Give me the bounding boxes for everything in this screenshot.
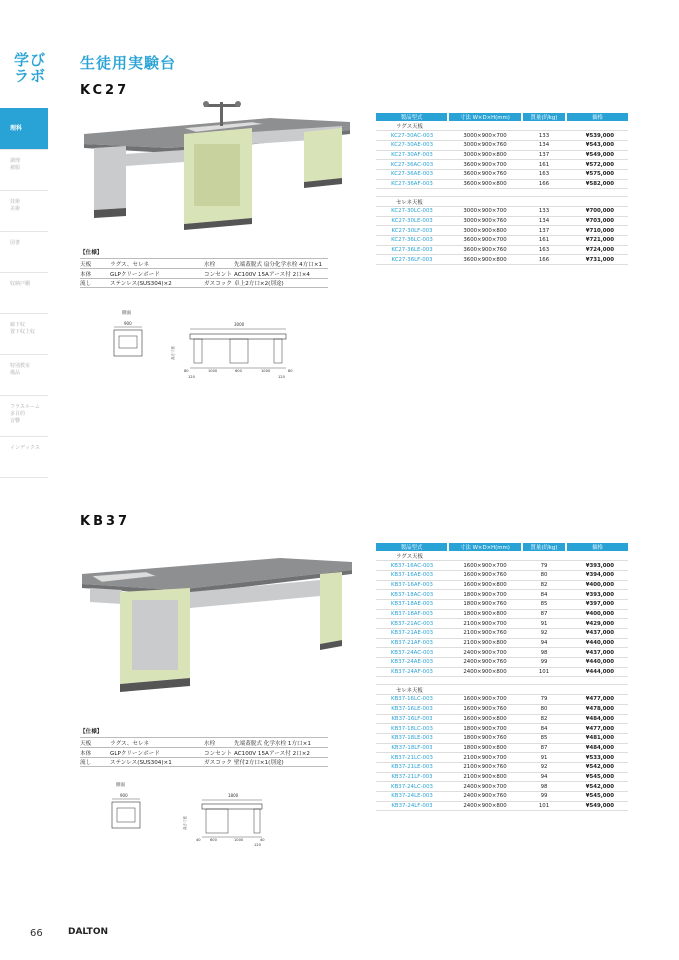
weight: 163 bbox=[522, 169, 566, 179]
svg-text:600: 600 bbox=[210, 838, 217, 842]
price: ¥440,000 bbox=[566, 658, 628, 668]
price: ¥549,000 bbox=[566, 801, 628, 811]
product-code: KC27-36LF-003 bbox=[376, 255, 448, 265]
dimensions: 1800×900×800 bbox=[448, 609, 522, 619]
weight: 80 bbox=[522, 704, 566, 714]
product-code: KB37-21AC-003 bbox=[376, 619, 448, 629]
weight: 166 bbox=[522, 179, 566, 189]
product-code: KB37-18LE-003 bbox=[376, 733, 448, 743]
product-code: KC27-36LC-003 bbox=[376, 236, 448, 246]
table-row bbox=[376, 638, 628, 648]
table-row bbox=[376, 658, 628, 668]
price: ¥481,000 bbox=[566, 733, 628, 743]
weight: 82 bbox=[522, 714, 566, 724]
weight: 166 bbox=[522, 255, 566, 265]
price: ¥542,000 bbox=[566, 762, 628, 772]
dimensions: 1600×900×700 bbox=[448, 561, 522, 571]
table-row bbox=[376, 629, 628, 639]
kc27-front-view bbox=[190, 334, 286, 339]
product-code: KB37-16AE-003 bbox=[376, 570, 448, 580]
sidebar-brand: 学び ラボ bbox=[14, 51, 47, 85]
table-row bbox=[376, 801, 628, 811]
table-row bbox=[376, 753, 628, 763]
weight: 133 bbox=[522, 207, 566, 217]
dimensions: 2400×900×700 bbox=[448, 782, 522, 792]
table-row bbox=[376, 570, 628, 580]
dimensions: 3600×900×800 bbox=[448, 179, 522, 189]
weight: 98 bbox=[522, 782, 566, 792]
dimensions: 3600×900×700 bbox=[448, 160, 522, 170]
product-code: KB37-16LE-003 bbox=[376, 704, 448, 714]
table-row bbox=[376, 216, 628, 226]
table-row bbox=[376, 714, 628, 724]
weight: 101 bbox=[522, 801, 566, 811]
weight: 161 bbox=[522, 236, 566, 246]
page-number: 66 bbox=[30, 928, 43, 939]
kc27-left-leg bbox=[94, 146, 126, 210]
price: ¥582,000 bbox=[566, 179, 628, 189]
svg-text:3000: 3000 bbox=[234, 322, 245, 327]
weight: 91 bbox=[522, 619, 566, 629]
product-code: KC27-30LF-003 bbox=[376, 226, 448, 236]
spec-row: 天板 ラグス、セレネ 水栓 先端蓋脱式 化学水栓 1方口×1 bbox=[80, 737, 328, 747]
sidebar-item-index[interactable]: インデックス bbox=[0, 437, 48, 478]
svg-text:120: 120 bbox=[254, 843, 261, 847]
dimensions: 2100×900×800 bbox=[448, 772, 522, 782]
weight: 133 bbox=[522, 131, 566, 141]
weight: 87 bbox=[522, 743, 566, 753]
kc27-price-table bbox=[376, 113, 628, 265]
svg-text:600: 600 bbox=[235, 369, 242, 373]
col-header-price: 価格 bbox=[566, 113, 628, 121]
price: ¥478,000 bbox=[566, 704, 628, 714]
table-row bbox=[376, 131, 628, 141]
weight: 94 bbox=[522, 772, 566, 782]
table-row bbox=[376, 160, 628, 170]
weight: 92 bbox=[522, 762, 566, 772]
svg-text:1000: 1000 bbox=[234, 838, 244, 842]
svg-text:120: 120 bbox=[278, 375, 285, 379]
price: ¥721,000 bbox=[566, 236, 628, 246]
dimensions: 1600×900×700 bbox=[448, 695, 522, 705]
dimensions: 3600×900×760 bbox=[448, 169, 522, 179]
table-row bbox=[376, 255, 628, 265]
model-title-kb37: KB37 bbox=[80, 514, 131, 529]
kc27-product-image bbox=[80, 98, 362, 228]
price: ¥575,000 bbox=[566, 169, 628, 179]
product-code: KC27-30AE-003 bbox=[376, 140, 448, 150]
col-header-price: 価格 bbox=[566, 543, 628, 551]
group-label: ラグス天板 bbox=[376, 121, 448, 131]
price: ¥484,000 bbox=[566, 743, 628, 753]
svg-text:900: 900 bbox=[124, 321, 132, 326]
col-header-dim: 寸法 W×D×H(mm) bbox=[448, 543, 522, 551]
weight: 80 bbox=[522, 570, 566, 580]
dimensions: 3000×900×700 bbox=[448, 207, 522, 217]
price: ¥393,000 bbox=[566, 561, 628, 571]
product-code: KC27-36AC-003 bbox=[376, 160, 448, 170]
product-code: KC27-30LE-003 bbox=[376, 216, 448, 226]
price: ¥393,000 bbox=[566, 590, 628, 600]
price: ¥533,000 bbox=[566, 753, 628, 763]
price: ¥545,000 bbox=[566, 792, 628, 802]
kb37-cabinet-door bbox=[132, 600, 178, 670]
weight: 161 bbox=[522, 160, 566, 170]
col-header-dim: 寸法 W×D×H(mm) bbox=[448, 113, 522, 121]
dimensions: 3000×900×800 bbox=[448, 150, 522, 160]
svg-text:120: 120 bbox=[188, 375, 195, 379]
product-code: KB37-18AF-003 bbox=[376, 609, 448, 619]
product-code: KB37-21AE-003 bbox=[376, 629, 448, 639]
price: ¥700,000 bbox=[566, 207, 628, 217]
price: ¥437,000 bbox=[566, 648, 628, 658]
dimensions: 2400×900×700 bbox=[448, 648, 522, 658]
price: ¥539,000 bbox=[566, 131, 628, 141]
table-group-row bbox=[376, 121, 628, 131]
price: ¥429,000 bbox=[566, 619, 628, 629]
svg-text:80: 80 bbox=[288, 369, 293, 373]
kb37-product-image bbox=[80, 544, 362, 694]
table-row bbox=[376, 561, 628, 571]
price: ¥549,000 bbox=[566, 150, 628, 160]
dimensions: 3600×900×760 bbox=[448, 245, 522, 255]
kc27-side-label: 側面 bbox=[122, 311, 131, 316]
product-code: KC27-36AE-003 bbox=[376, 169, 448, 179]
table-row bbox=[376, 245, 628, 255]
table-row bbox=[376, 599, 628, 609]
dimensions: 3000×900×760 bbox=[448, 216, 522, 226]
table-spacer bbox=[376, 189, 628, 197]
kb37-side-label: 側面 bbox=[116, 783, 125, 788]
dimensions: 1800×900×700 bbox=[448, 724, 522, 734]
weight: 85 bbox=[522, 733, 566, 743]
table-row bbox=[376, 648, 628, 658]
product-code: KC27-36LE-003 bbox=[376, 245, 448, 255]
kc27-spec-title: 【仕様】 bbox=[80, 250, 103, 256]
table-row bbox=[376, 667, 628, 677]
product-code: KB37-21AF-003 bbox=[376, 638, 448, 648]
sidebar-item-storage[interactable]: 収納戸棚 bbox=[0, 273, 48, 314]
col-header-weight: 質量(約kg) bbox=[522, 113, 566, 121]
table-row bbox=[376, 733, 628, 743]
kb37-price-table bbox=[376, 543, 628, 811]
dimensions: 2100×900×700 bbox=[448, 753, 522, 763]
sidebar-item-hallway[interactable]: 廊下収 置下収上収 bbox=[0, 314, 48, 355]
kc27-cabinet-door bbox=[194, 144, 240, 206]
price: ¥724,000 bbox=[566, 245, 628, 255]
sidebar-item-cooking[interactable]: 調理 被服 bbox=[0, 150, 48, 191]
dimensions: 3600×900×700 bbox=[448, 236, 522, 246]
model-title-kc27: KC27 bbox=[80, 83, 130, 98]
kc27-side-view bbox=[114, 330, 142, 356]
price: ¥703,000 bbox=[566, 216, 628, 226]
table-row bbox=[376, 150, 628, 160]
dimensions: 1600×900×760 bbox=[448, 704, 522, 714]
price: ¥400,000 bbox=[566, 609, 628, 619]
weight: 134 bbox=[522, 140, 566, 150]
col-header-code: 製品型式 bbox=[376, 543, 448, 551]
price: ¥397,000 bbox=[566, 599, 628, 609]
kb37-spec-title: 【仕様】 bbox=[80, 729, 103, 735]
brand-logo: DALTON bbox=[68, 927, 109, 937]
table-group-row bbox=[376, 685, 628, 695]
dimensions: 1600×900×800 bbox=[448, 714, 522, 724]
svg-text:1000: 1000 bbox=[208, 369, 218, 373]
sidebar-item-tech-art[interactable]: 技術 美術 bbox=[0, 191, 48, 232]
dimensions: 2400×900×760 bbox=[448, 658, 522, 668]
table-row bbox=[376, 140, 628, 150]
price: ¥731,000 bbox=[566, 255, 628, 265]
product-code: KC27-36AF-003 bbox=[376, 179, 448, 189]
table-group-row bbox=[376, 197, 628, 207]
weight: 98 bbox=[522, 648, 566, 658]
svg-text:1800: 1800 bbox=[228, 793, 239, 798]
price: ¥710,000 bbox=[566, 226, 628, 236]
product-code: KB37-16AF-003 bbox=[376, 580, 448, 590]
product-code: KB37-16AC-003 bbox=[376, 561, 448, 571]
kc27-right-leg bbox=[304, 128, 342, 182]
product-code: KB37-21LC-003 bbox=[376, 753, 448, 763]
group-label: セレネ天板 bbox=[376, 685, 448, 695]
dimensions: 1600×900×800 bbox=[448, 580, 522, 590]
dimensions: 1600×900×760 bbox=[448, 570, 522, 580]
table-row bbox=[376, 609, 628, 619]
product-code: KB37-24LF-003 bbox=[376, 801, 448, 811]
weight: 91 bbox=[522, 753, 566, 763]
price: ¥394,000 bbox=[566, 570, 628, 580]
weight: 84 bbox=[522, 724, 566, 734]
weight: 134 bbox=[522, 216, 566, 226]
product-code: KB37-18AC-003 bbox=[376, 590, 448, 600]
svg-text:40: 40 bbox=[260, 838, 265, 842]
product-code: KC27-30AC-003 bbox=[376, 131, 448, 141]
dimensions: 1800×900×760 bbox=[448, 733, 522, 743]
kb37-right-leg bbox=[320, 572, 342, 644]
col-header-code: 製品型式 bbox=[376, 113, 448, 121]
spec-row: 本体 GLPクリーンボード コンセント AC100V 15Aアース付 2口×4 bbox=[80, 268, 328, 278]
weight: 101 bbox=[522, 667, 566, 677]
weight: 82 bbox=[522, 580, 566, 590]
dimensions: 3600×900×800 bbox=[448, 255, 522, 265]
table-row bbox=[376, 792, 628, 802]
weight: 163 bbox=[522, 245, 566, 255]
price: ¥545,000 bbox=[566, 772, 628, 782]
table-row bbox=[376, 762, 628, 772]
spec-row: 本体 GLPクリーンボード コンセント AC100V 15Aアース付 2口×2 bbox=[80, 747, 328, 757]
sidebar-item-classroom[interactable]: フラスルーム 多目的 音響 bbox=[0, 396, 48, 437]
weight: 92 bbox=[522, 629, 566, 639]
price: ¥542,000 bbox=[566, 782, 628, 792]
weight: 84 bbox=[522, 590, 566, 600]
group-label: ラグス天板 bbox=[376, 551, 448, 561]
price: ¥400,000 bbox=[566, 580, 628, 590]
weight: 85 bbox=[522, 599, 566, 609]
product-code: KC27-30LC-003 bbox=[376, 207, 448, 217]
kb37-spec bbox=[80, 727, 328, 767]
table-row bbox=[376, 743, 628, 753]
dimensions: 1800×900×760 bbox=[448, 599, 522, 609]
svg-text:高さ寸法: 高さ寸法 bbox=[171, 346, 175, 360]
dimensions: 2100×900×760 bbox=[448, 629, 522, 639]
dimensions: 2400×900×760 bbox=[448, 792, 522, 802]
svg-text:高さ寸法: 高さ寸法 bbox=[183, 816, 187, 830]
product-code: KC27-30AF-003 bbox=[376, 150, 448, 160]
kb37-drawing bbox=[110, 780, 280, 847]
price: ¥440,000 bbox=[566, 638, 628, 648]
dimensions: 2100×900×700 bbox=[448, 619, 522, 629]
svg-text:1000: 1000 bbox=[261, 369, 271, 373]
product-code: KB37-24AF-003 bbox=[376, 667, 448, 677]
table-row bbox=[376, 704, 628, 714]
kb37-front-view bbox=[202, 804, 262, 809]
col-header-weight: 質量(約kg) bbox=[522, 543, 566, 551]
sidebar-nav bbox=[0, 108, 48, 478]
table-row bbox=[376, 724, 628, 734]
sidebar-item-science[interactable]: 理科 bbox=[0, 108, 48, 150]
spec-row: 流し ステンレス(SUS304)×2 ガスコック 卓上2方口×2(別途) bbox=[80, 278, 328, 288]
product-code: KB37-21LE-003 bbox=[376, 762, 448, 772]
dimensions: 1800×900×800 bbox=[448, 743, 522, 753]
kc27-spec bbox=[80, 248, 328, 288]
svg-text:900: 900 bbox=[120, 793, 128, 798]
dimensions: 3000×900×760 bbox=[448, 140, 522, 150]
table-row bbox=[376, 179, 628, 189]
dimensions: 2400×900×800 bbox=[448, 667, 522, 677]
dimensions: 3000×900×800 bbox=[448, 226, 522, 236]
product-code: KB37-18AE-003 bbox=[376, 599, 448, 609]
table-row bbox=[376, 580, 628, 590]
kc27-drawing bbox=[108, 308, 298, 380]
table-row bbox=[376, 590, 628, 600]
product-code: KB37-21LF-003 bbox=[376, 772, 448, 782]
product-code: KB37-18LC-003 bbox=[376, 724, 448, 734]
kb37-side-view bbox=[112, 802, 140, 828]
weight: 137 bbox=[522, 150, 566, 160]
weight: 99 bbox=[522, 792, 566, 802]
table-row bbox=[376, 619, 628, 629]
dimensions: 2400×900×800 bbox=[448, 801, 522, 811]
product-code: KB37-16LF-003 bbox=[376, 714, 448, 724]
table-row bbox=[376, 236, 628, 246]
price: ¥444,000 bbox=[566, 667, 628, 677]
table-row bbox=[376, 782, 628, 792]
dimensions: 2100×900×800 bbox=[448, 638, 522, 648]
group-label: セレネ天板 bbox=[376, 197, 448, 207]
spec-row: 流し ステンレス(SUS304)×1 ガスコック 壁付2方口×1(別途) bbox=[80, 757, 328, 767]
weight: 137 bbox=[522, 226, 566, 236]
dimensions: 1800×900×700 bbox=[448, 590, 522, 600]
sidebar-item-library[interactable]: 図書 bbox=[0, 232, 48, 273]
price: ¥477,000 bbox=[566, 695, 628, 705]
product-code: KB37-24LE-003 bbox=[376, 792, 448, 802]
product-code: KB37-24LC-003 bbox=[376, 782, 448, 792]
table-row bbox=[376, 772, 628, 782]
weight: 79 bbox=[522, 561, 566, 571]
price: ¥572,000 bbox=[566, 160, 628, 170]
table-group-row bbox=[376, 551, 628, 561]
weight: 94 bbox=[522, 638, 566, 648]
spec-row: 天板 ラグス、セレネ 水栓 先端蓋脱式 扇分化学水栓 4方口×1 bbox=[80, 258, 328, 268]
price: ¥543,000 bbox=[566, 140, 628, 150]
table-row bbox=[376, 695, 628, 705]
table-row bbox=[376, 226, 628, 236]
price: ¥437,000 bbox=[566, 629, 628, 639]
product-code: KB37-16LC-003 bbox=[376, 695, 448, 705]
product-code: KB37-24AC-003 bbox=[376, 648, 448, 658]
table-spacer bbox=[376, 677, 628, 685]
product-code: KB37-24AE-003 bbox=[376, 658, 448, 668]
price: ¥477,000 bbox=[566, 724, 628, 734]
product-code: KB37-18LF-003 bbox=[376, 743, 448, 753]
weight: 87 bbox=[522, 609, 566, 619]
weight: 99 bbox=[522, 658, 566, 668]
page-title: 生徒用実験台 bbox=[80, 54, 177, 72]
weight: 79 bbox=[522, 695, 566, 705]
dimensions: 3000×900×700 bbox=[448, 131, 522, 141]
table-row bbox=[376, 169, 628, 179]
sidebar-item-special-room[interactable]: 特別教室 備品 bbox=[0, 355, 48, 396]
dimensions: 2100×900×760 bbox=[448, 762, 522, 772]
svg-text:40: 40 bbox=[196, 838, 201, 842]
table-row bbox=[376, 207, 628, 217]
price: ¥484,000 bbox=[566, 714, 628, 724]
svg-text:80: 80 bbox=[184, 369, 189, 373]
